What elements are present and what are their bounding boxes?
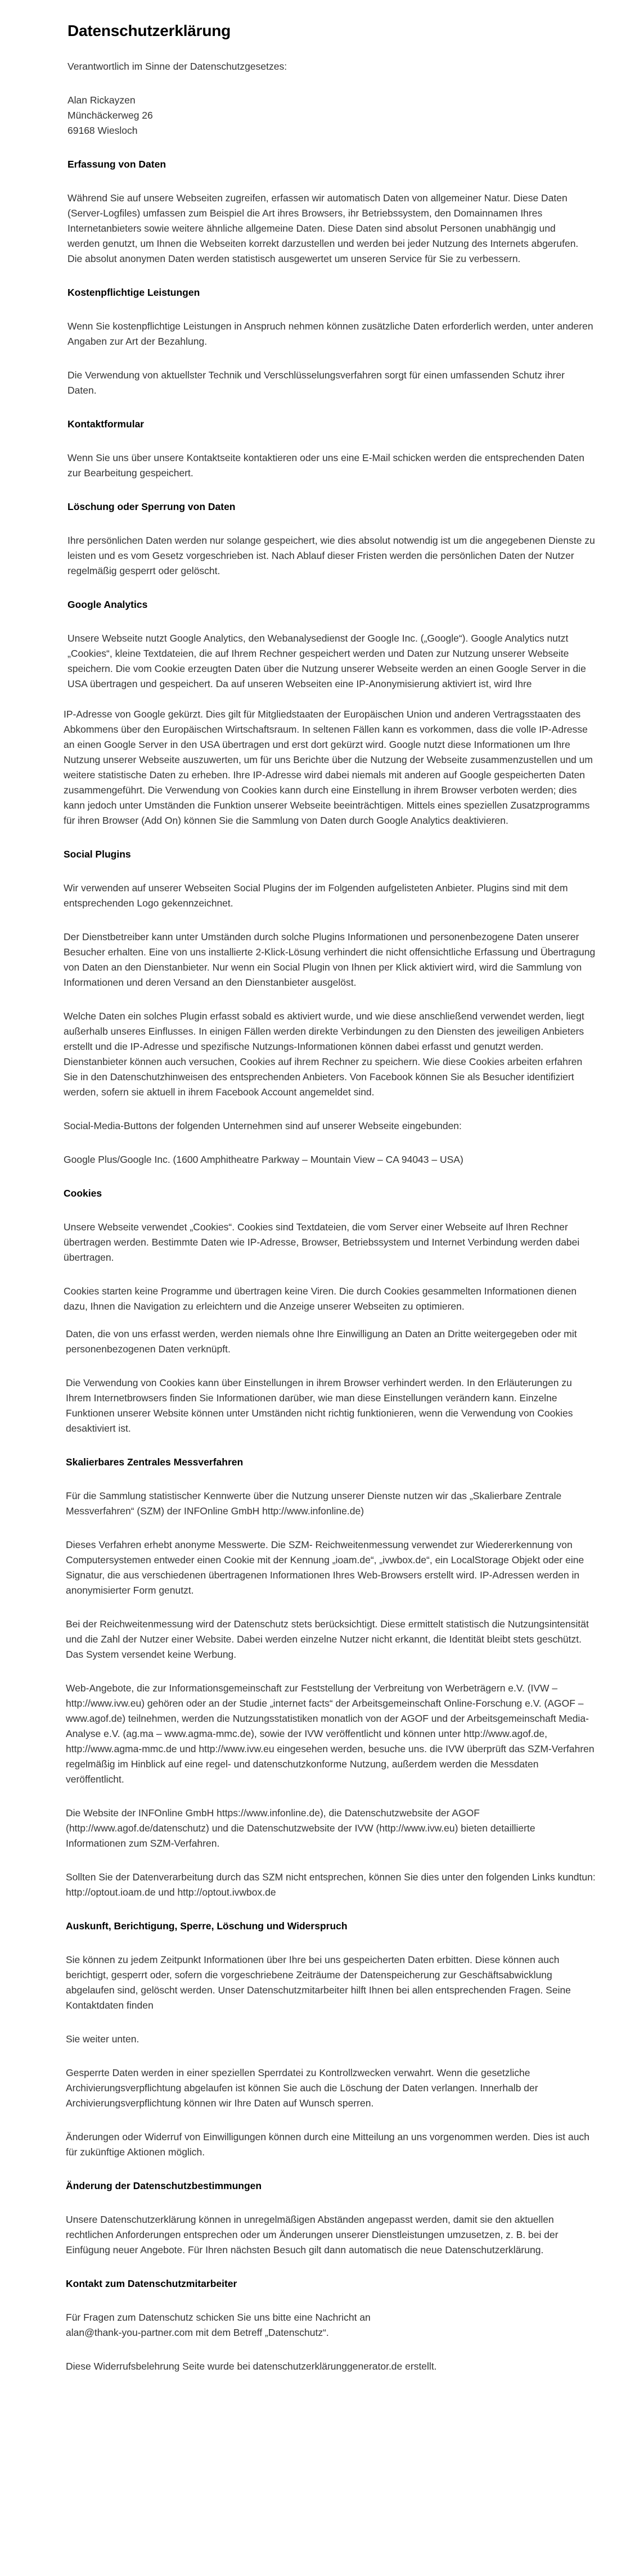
- loeschung-paragraph: Ihre persönlichen Daten werden nur solange gespeichert, wie dies absolut notwendig ist um die angegebenen Dienste zu leisten und es vom Gesetz vorgeschrieben ist. Nach Ablauf dieser Fristen werden die persönlichen Daten der Nutzer regelmäßig gesperrt oder gelöscht.: [67, 535, 595, 576]
- shifted-block-a: [64, 707, 596, 1314]
- section-heading-auskunft: Auskunft, Berichtigung, Sperre, Löschung und Widerspruch: [66, 1920, 348, 1932]
- analytics-paragraph-1: Unsere Webseite nutzt Google Analytics, den Webanalysedienst der Google Inc. („Google“). Google Analytics nutzt „Cookies“, kleine Textdateien, die auf Ihrem Rechner gespeichert werden und Daten zur Nutzung unserer Webseite speichern. Die vom Cookie erzeugten Daten über die Nutzung unserer Webseite werden an einen Google Server in die USA übertragen und gespeichert. Da auf unseren Webseiten eine IP-Anonymisierung aktiviert ist, wird Ihre: [67, 633, 586, 689]
- cookies-paragraph-2: Cookies starten keine Programme und übertragen keine Viren. Die durch Cookies gesammelten Informationen dienen dazu, Ihnen die Navigation zu erleichtern und die Anzeige unserer Webseiten zu optimieren.: [64, 1285, 577, 1312]
- cookies-paragraph-1: Unsere Webseite verwendet „Cookies“. Cookies sind Textdateien, die vom Server einer Webseite auf Ihren Rechner übertragen werden. Bestimmte Daten wie IP-Adresse, Browser, Betriebssystem und Internet Verbindung werden dabei übertragen.: [64, 1221, 580, 1263]
- auskunft-paragraph-3: Gesperrte Daten werden in einer speziellen Sperrdatei zu Kontrollzwecken verwahrt. Wenn die gesetzliche Archivierungsverpflichtung abgelaufen ist können Sie auch die Löschung der Daten verlangen. Innerhalb der Archivierungsverpflichtung können wir Ihre Daten auf Wunsch sperren.: [66, 2067, 538, 2109]
- social-paragraph-2: Der Dienstbetreiber kann unter Umständen durch solche Plugins Informationen und personenbezogene Daten unserer Besucher erhalten. Eine von uns installierte 2-Klick-Lösung verhindert die nicht offensichtliche Erfassung und Übertragung von Daten an den Dienstanbieter. Nur wenn ein Social Plugin von Ihnen per Klick aktiviert wird, wird die Sammlung von Informationen und deren Versand an den Dienstanbieter ausgelöst.: [64, 931, 596, 988]
- auskunft-paragraph-2: Sie weiter unten.: [66, 2033, 139, 2045]
- address-block: [67, 93, 596, 138]
- generator-credit: Diese Widerrufsbelehrung Seite wurde bei datenschutzerklärunggenerator.de erstellt.: [66, 2361, 437, 2372]
- responsible-intro: Verantwortlich im Sinne der Datenschutzgesetzes:: [67, 61, 287, 72]
- section-heading-google-analytics: Google Analytics: [67, 599, 148, 610]
- kontakt-email-line: alan@thank-you-partner.com mit dem Betreff „Datenschutz“.: [66, 2327, 329, 2338]
- social-paragraph-3: Welche Daten ein solches Plugin erfasst sobald es aktiviert wurde, und wie diese anschließend verwendet werden, liegt außerhalb unseres Einflusses. In einigen Fällen werden direkte Verbindungen zu den Diensten des jeweiligen Anbieters erstellt und die IP-Adresse und spezifische Nutzungs-Informationen können dabei erfasst und genutzt werden. Dienstanbieter können auch versuchen, Cookies auf ihrem Rechner zu speichern. Wie diese Cookies arbeiten erfahren Sie in den Datenschutzhinweisen des entsprechenden Anbieters. Von Facebook können Sie als Besucher identifiziert werden, sofern sie aktuell in ihrem Facebook Account angemeldet sind.: [64, 1010, 584, 1098]
- page-title: Datenschutzerklärung: [67, 22, 231, 39]
- section-heading-erfassung: Erfassung von Daten: [67, 159, 166, 170]
- kontakt-paragraph: Wenn Sie uns über unsere Kontaktseite kontaktieren oder uns eine E-Mail schicken werden die entsprechenden Daten zur Bearbeitung gespeichert.: [67, 452, 584, 479]
- section-heading-kostenpflichtig: Kostenpflichtige Leistungen: [67, 287, 200, 298]
- section-heading-szm: Skalierbares Zentrales Messverfahren: [66, 1456, 244, 1468]
- szm-paragraph-2: Dieses Verfahren erhebt anonyme Messwerte. Die SZM- Reichweitenmessung verwendet zur Wiedererkennung von Computersystemen entweder einen Cookie mit der Kennung „ioam.de“, „ivwbox.de“, ein LocalStorage Objekt oder eine Signatur, die aus verschiedenen übertragenen Informationen Ihres Web-Browsers erstellt wird. IP-Adressen werden in anonymisierter Form genutzt.: [66, 1539, 584, 1596]
- cookies-paragraph-4: Die Verwendung von Cookies kann über Einstellungen in ihrem Browser verhindert werden. In den Erläuterungen zu Ihrem Internetbrowsers finden Sie Informationen darüber, wie man diese Einstellungen verändern kann. Einzelne Funktionen unserer Website können unter Umständen nicht richtig funktionieren, wenn die Verwendung von Cookies desaktiviert ist.: [66, 1377, 573, 1434]
- shifted-block-b: [66, 1327, 596, 2374]
- social-paragraph-4: Social-Media-Buttons der folgenden Unternehmen sind auf unserer Webseite eingebunden:: [64, 1120, 462, 1131]
- section-heading-kontakt-datenschutz: Kontakt zum Datenschutzmitarbeiter: [66, 2278, 237, 2289]
- section-heading-loeschung: Löschung oder Sperrung von Daten: [67, 501, 236, 512]
- section-heading-cookies: Cookies: [64, 1188, 102, 1199]
- kontakt-datenschutz-paragraph: [66, 2310, 596, 2340]
- kosten-paragraph-2: Die Verwendung von aktuellster Technik und Verschlüsselungsverfahren sorgt für einen umfassenden Schutz ihrer Daten.: [67, 369, 565, 396]
- kontakt-line-1: Für Fragen zum Datenschutz schicken Sie uns bitte eine Nachricht an: [66, 2312, 371, 2323]
- szm-optout-paragraph: Sollten Sie der Datenverarbeitung durch das SZM nicht entsprechen, können Sie dies unter den folgenden Links kundtun: http://optout.ioam.de und http://optout.ivwbox.de: [66, 1871, 596, 1898]
- erfassung-paragraph: Während Sie auf unsere Webseiten zugreifen, erfassen wir automatisch Daten von allgemeiner Natur. Diese Daten (Server-Logfiles) umfassen zum Beispiel die Art ihres Browsers, ihr Betriebssystem, den Domainnamen Ihres Internetanbieters sowie weitere ähnliche allgemeine Daten. Diese Daten sind absolut Personen unabhängig und werden genutzt, um Ihnen die Webseiten korrekt darzustellen und werden bei jeder Nutzung des Internets abgerufen. Die absolut anonymen Daten werden statistisch ausgewertet um unseren Service für Sie zu verbessern.: [67, 192, 579, 264]
- szm-paragraph-1: Für die Sammlung statistischer Kennwerte über die Nutzung unserer Dienste nutzen wir das „Skalierbare Zentrale Messverfahren“ (SZM) der INFOnline GmbH http://www.infonline.de): [66, 1490, 562, 1517]
- address-street: Münchäckerweg 26: [67, 110, 153, 121]
- szm-paragraph-4: Web-Angebote, die zur Informationsgemeinschaft zur Feststellung der Verbreitung von Werbeträgern e.V. (IVW – http://www.ivw.eu) gehören oder an der Studie „internet facts“ der Arbeitsgemeinschaft Online-Forschung e.V. (AGOF – www.agof.de) teilnehmen, werden die Nutzungsstatistiken monatlich von der AGOF und der Arbeitsgemeinschaft Media-Analyse e.V. (ag.ma – www.agma-mmc.de), sowie der IVW veröffentlicht und können unter http://www.agof.de, http://www.agma-mmc.de und http://www.ivw.eu eingesehen werden, besuche uns. die IVW überprüft das SZM-Verfahren regelmäßig im Hinblick auf eine regel- und datenschutzkonforme Nutzung, außerdem werden die Messdaten veröffentlicht.: [66, 1682, 595, 1785]
- address-name: Alan Rickayzen: [67, 94, 136, 106]
- kosten-paragraph-1: Wenn Sie kostenpflichtige Leistungen in Anspruch nehmen können zusätzliche Daten erforderlich werden, unter anderen Angaben zur Art der Bezahlung.: [67, 321, 593, 347]
- analytics-paragraph-2: IP-Adresse von Google gekürzt. Dies gilt für Mitgliedstaaten der Europäischen Union und anderen Vertragsstaaten des Abkommens über den Europäischen Wirtschaftsraum. In seltenen Fällen kann es vorkommen, dass die volle IP-Adresse an einen Google Server in den USA übertragen und erst dort gekürzt wird. Google nutzt diese Informationen um Ihre Nutzung unserer Webseite auszuwerten, um für uns Berichte über die Nutzung der Webseite zusammenzustellen und um weitere statistische Daten zu erheben. Ihre IP-Adresse wird dabei niemals mit anderen auf Google gespeicherten Daten zusammengeführt. Die Verwendung von Cookies kann durch eine Einstellung in ihrem Browser verboten werden; dies kann jedoch unter Umständen die Funktion unserer Webseite beeinträchtigen. Mittels eines speziellen Zusatzprogramms für ihren Browser (Add On) können Sie die Sammlung von Daten durch Google Analytics deaktivieren.: [64, 709, 593, 826]
- aenderung-paragraph: Unsere Datenschutzerklärung können in unregelmäßigen Abständen angepasst werden, damit sie den aktuellen rechtlichen Anforderungen entsprechen oder um Änderungen unserer Dienstleistungen umzusetzen, z. B. bei der Einfügung neuer Angebote. Für Ihren nächsten Besuch gilt dann automatisch die neue Datenschutzerklärung.: [66, 2214, 559, 2255]
- cookies-paragraph-3: Daten, die von uns erfasst werden, werden niemals ohne Ihre Einwilligung an Daten an Dritte weitergegeben oder mit personenbezogenen Daten verknüpft.: [66, 1328, 577, 1355]
- section-heading-kontaktformular: Kontaktformular: [67, 418, 145, 430]
- social-paragraph-1: Wir verwenden auf unserer Webseiten Social Plugins der im Folgenden aufgelisteten Anbieter. Plugins sind mit dem entsprechenden Logo gekennzeichnet.: [64, 882, 568, 909]
- section-heading-aenderung: Änderung der Datenschutzbestimmungen: [66, 2180, 262, 2191]
- auskunft-paragraph-1: Sie können zu jedem Zeitpunkt Informationen über Ihre bei uns gespeicherten Daten erbitten. Diese können auch berichtigt, gesperrt oder, sofern die vorgeschriebene Zeiträume der Datenspeicherung zur Geschäftsabwicklung abgelaufen sind, gelöscht werden. Unser Datenschutzmitarbeiter hilft Ihnen bei allen entsprechenden Fragen. Seine Kontaktdaten finden: [66, 1954, 571, 2011]
- social-google-plus-entry: Google Plus/Google Inc. (1600 Amphitheatre Parkway – Mountain View – CA 94043 – USA): [64, 1154, 463, 1165]
- szm-paragraph-3: Bei der Reichweitenmessung wird der Datenschutz stets berücksichtigt. Diese ermittelt statistisch die Nutzungsintensität und die Zahl der Nutzer einer Website. Dabei werden einzelne Nutzer nicht erkannt, die Identität bleibt stets geschützt. Das System versendet keine Werbung.: [66, 1618, 589, 1660]
- privacy-policy-document: [64, 0, 596, 2374]
- address-city: 69168 Wiesloch: [67, 125, 138, 136]
- section-heading-social-plugins: Social Plugins: [64, 849, 131, 860]
- auskunft-paragraph-4: Änderungen oder Widerruf von Einwilligungen können durch eine Mitteilung an uns vorgenommen werden. Dies ist auch für zukünftige Aktionen möglich.: [66, 2131, 589, 2158]
- szm-paragraph-5: Die Website der INFOnline GmbH https://www.infonline.de), die Datenschutzwebsite der AGOF (http://www.agof.de/datenschutz) und die Datenschutzwebsite der IVW (http://www.ivw.eu) bieten detaillierte Informationen zum SZM-Verfahren.: [66, 1807, 535, 1849]
